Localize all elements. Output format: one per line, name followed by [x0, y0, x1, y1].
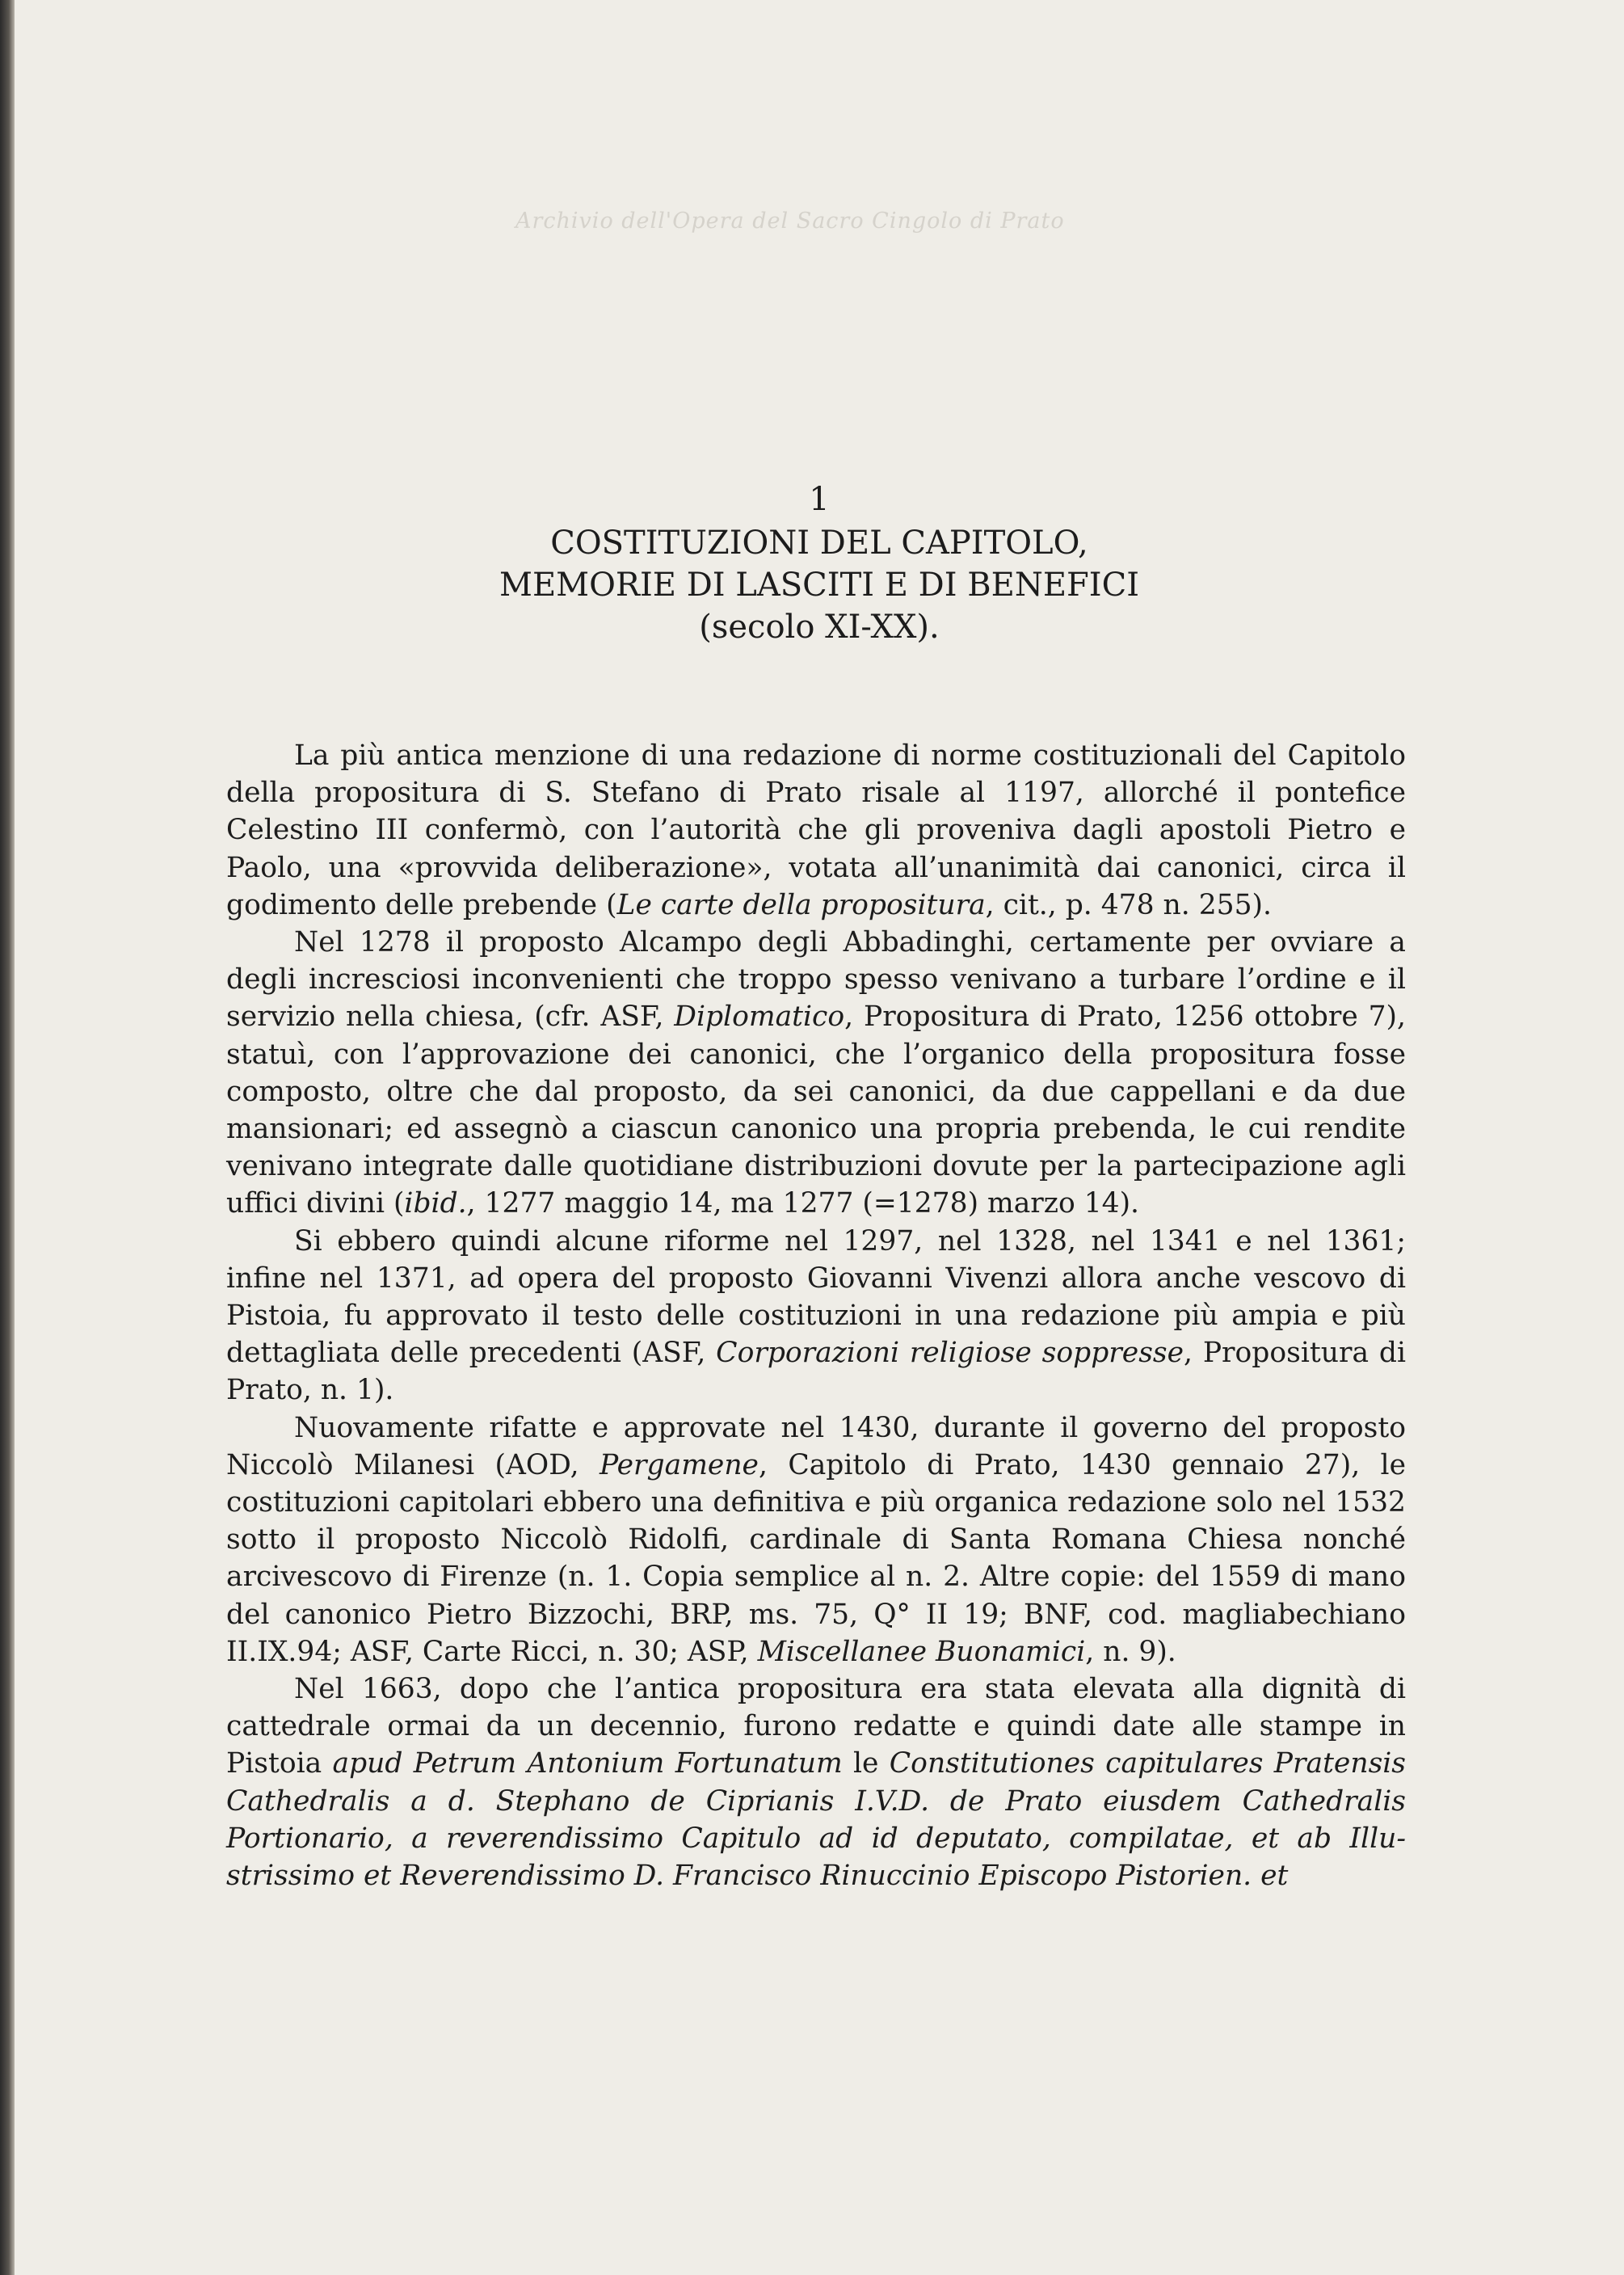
text-run: Nel 1278 il proposto Alcampo degli Abbadinghi, certamente per ovviare a degli incresciosi inconvenienti che troppo spesso venivano a turbare l’ordine e il servizio nella chiesa, (cfr. ASF,	[226, 926, 1406, 1034]
text-run: , n. 9).	[1085, 1635, 1176, 1668]
italic-citation: ibid.	[404, 1187, 467, 1220]
text-run: La più antica menzione di una redazione di norme costituzionali del Capitolo della propositura di S. Stefano di Prato risale al 1197, allorché il pontefice Celestino III confermò, con l’autorità che gli proveniva dagli apostoli Pietro e Paolo, una «provvida deliberazione», votata all’unanimità dai canonici, circa il godimento delle prebende (	[226, 739, 1406, 921]
text-run: le	[842, 1747, 890, 1780]
body-text	[226, 737, 1406, 1894]
chapter-number: 1	[809, 481, 830, 518]
paragraph-3	[226, 1223, 1406, 1409]
text-run: , Capitolo di Prato, 1430 gennaio 27), le costituzioni capitolari ebbero una definitiva e più organica redazione solo nel 1532 sotto il proposto Niccolò Ridolfi, cardinale di Santa Romana Chiesa nonché arcivescovo di Firenze (n. 1. Copia semplice al n. 2. Altre copie: del 1559 di mano del canonico Pietro Bizzochi, BRP, ms. 75, Q° II 19; BNF, cod. magliabechiano II.IX.94; ASF, Carte Ricci, n. 30; ASP,	[226, 1448, 1406, 1668]
text-run: Nuovamente rifatte e approvate nel 1430, durante il governo del proposto Niccolò Milanesi (AOD,	[226, 1411, 1406, 1481]
paragraph-2	[226, 924, 1406, 1223]
document-page	[15, 0, 1624, 2275]
paragraph-1	[226, 737, 1406, 924]
text-run: , Propositura di Prato, n. 1).	[226, 1337, 1406, 1407]
italic-citation: Diplomatico	[674, 1001, 845, 1034]
chapter-heading	[15, 477, 1624, 648]
text-run: Nel 1663, dopo che l’antica propositura era stata elevata alla dignità di cattedrale ormai da un decennio, furono redatte e quindi date alle stampe in Pistoia	[226, 1673, 1406, 1780]
text-run: Si ebbero quindi alcune riforme nel 1297, nel 1328, nel 1341 e nel 1361; infine nel 1371, ad opera del proposto Giovanni Vivenzi allora anche vescovo di Pistoia, fu approvato il testo delle costituzioni in una redazione più ampia e più dettagliata delle precedenti (ASF,	[226, 1224, 1406, 1370]
italic-citation: Le carte della propositura	[616, 888, 986, 921]
text-run: , Propositura di Prato, 1256 ottobre 7), statuì, con l’approvazione dei canonici, che l’organico della propositura fosse composto, oltre che dal proposto, da sei canonici, da due cappellani e da due mansionari; ed assegnò a ciascun canonico una propria prebenda, le cui rendite venivano integrate dalle quotidiane distribuzioni dovute per la partecipazione agli uffici divini (	[226, 1001, 1406, 1220]
text-run: , 1277 maggio 14, ma 1277 (=1278) marzo 14).	[466, 1187, 1140, 1220]
book-binding-edge	[0, 0, 15, 2275]
paragraph-4	[226, 1409, 1406, 1670]
paragraph-5	[226, 1670, 1406, 1894]
italic-citation: Constitutiones capitulares Pratensis Cathedralis a d. Stephano de Ciprianis I.V.D. de Prato eiusdem Cathedralis Portionario, a reverendissimo Capitulo ad id deputato, compilatae, et ab Illustrissimo et Reverendissimo D. Francisco Rinuccinio Episcopo Pistorien. et	[226, 1747, 1407, 1893]
text-run: , cit., p. 478 n. 255).	[985, 888, 1272, 921]
italic-citation: apud Petrum Antonium Fortunatum	[332, 1747, 843, 1780]
chapter-subtitle: (secolo XI-XX).	[699, 609, 940, 646]
italic-citation: Pergamene	[599, 1448, 759, 1481]
italic-citation: Corporazioni religiose soppresse	[716, 1337, 1184, 1370]
chapter-title-line-1: COSTITUZIONI DEL CAPITOLO,	[550, 525, 1088, 562]
show-through-running-header: Archivio dell'Opera del Sacro Cingolo di Prato	[515, 209, 1065, 234]
italic-citation: Miscellanee Buonamici	[757, 1635, 1086, 1668]
chapter-title-line-2: MEMORIE DI LASCITI E DI BENEFICI	[499, 567, 1140, 604]
